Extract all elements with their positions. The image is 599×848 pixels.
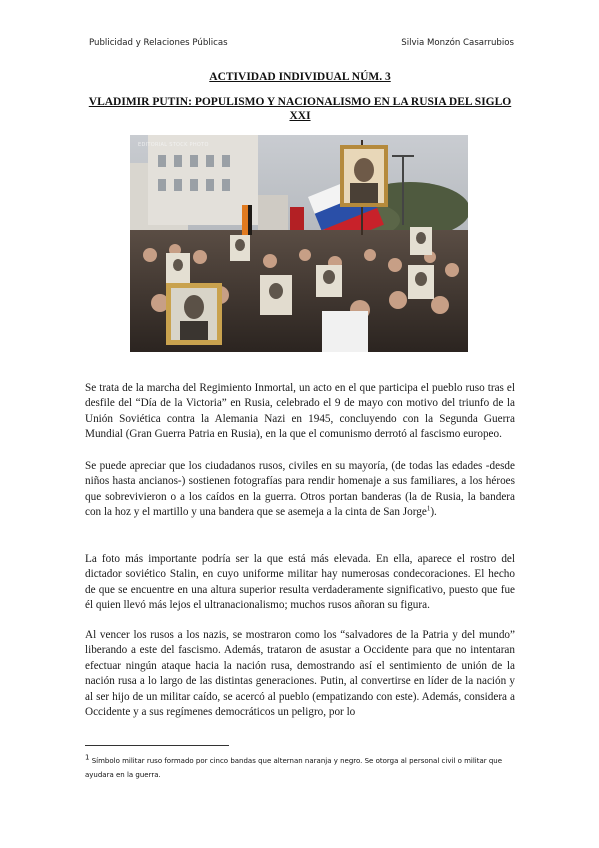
footnote-marker: 1	[85, 753, 90, 762]
paragraph-4	[85, 628, 515, 720]
paragraph-3	[85, 552, 515, 614]
paragraph-2	[85, 459, 515, 521]
header-author: Silvia Monzón Casarrubios	[401, 38, 514, 48]
paragraph-1	[85, 381, 515, 443]
paragraph-2-text: Se puede apreciar que los ciudadanos rusos, civiles en su mayoría, (de todas las edades -desde niños hasta ancianos-) sostienen fotografías para rendir homenaje a sus familiares, a los héroes que sobrevivieron o a los caídos en la guerra. Otros portan banderas (la de Rusia, la bandera con la hoz y el martillo y una bandera que se asemeja a la cinta de San Jorge	[85, 460, 515, 519]
paragraph-2-end: ).	[430, 506, 437, 519]
paragraph-3-text: La foto más importante podría ser la que está más elevada. En ella, aparece el rostro del dictador soviético Stalin, en cuyo uniforme militar hay numerosas condecoraciones. El hecho de que se encuentre en una altura superior resulta verdaderamente significativo, puesto que fue él quien llevó más lejos el ultranacionalismo; muchos rusos añoran su figura.	[85, 553, 515, 612]
header-course: Publicidad y Relaciones Públicas	[89, 38, 228, 48]
photo-watermark: EDITORIAL STOCK PHOTO	[138, 142, 209, 148]
activity-title: ACTIVIDAD INDIVIDUAL NÚM. 3	[209, 71, 391, 83]
paragraph-1-text: Se trata de la marcha del Regimiento Inmortal, un acto en el que participa el pueblo ruso tras el desfile del “Día de la Victoria” en Rusia, celebrado el 9 de mayo con motivo del triunfo de la Unión Soviética contra la Alemania Nazi en 1945, concluyendo con la Segunda Guerra Mundial (Gran Guerra Patria en Rusia), en la que el comunismo derrotó al fascismo europeo.	[85, 382, 515, 441]
footnote-reference[interactable]: 1	[426, 504, 431, 513]
essay-title: VLADIMIR PUTIN: POPULISMO Y NACIONALISMO EN LA RUSIA DEL SIGLO XXI	[88, 96, 512, 122]
paragraph-4-text: Al vencer los rusos a los nazis, se mostraron como los “salvadores de la Patria y del mundo” liberando a este del fascismo. Además, trataron de asustar a Occidente para que no intentaran efectuar ningún ataque hacia la nación rusa, demostrando así el sentimiento de unión de la nación rusa a lo largo de las distintas generaciones. Putin, al convertirse en líder de la nación y al ser hijo de un militar caído, se acercó al pueblo (empatizando con este). Además, considera a Occidente y a sus regímenes democráticos un peligro, por lo	[85, 629, 515, 719]
footnote-text: Símbolo militar ruso formado por cinco bandas que alternan naranja y negro. Se otorga al personal civil o militar que ayudara en la guerra.	[85, 757, 503, 779]
footnote	[85, 754, 519, 782]
footnote-separator	[85, 745, 229, 746]
crowd-photo	[130, 135, 468, 352]
